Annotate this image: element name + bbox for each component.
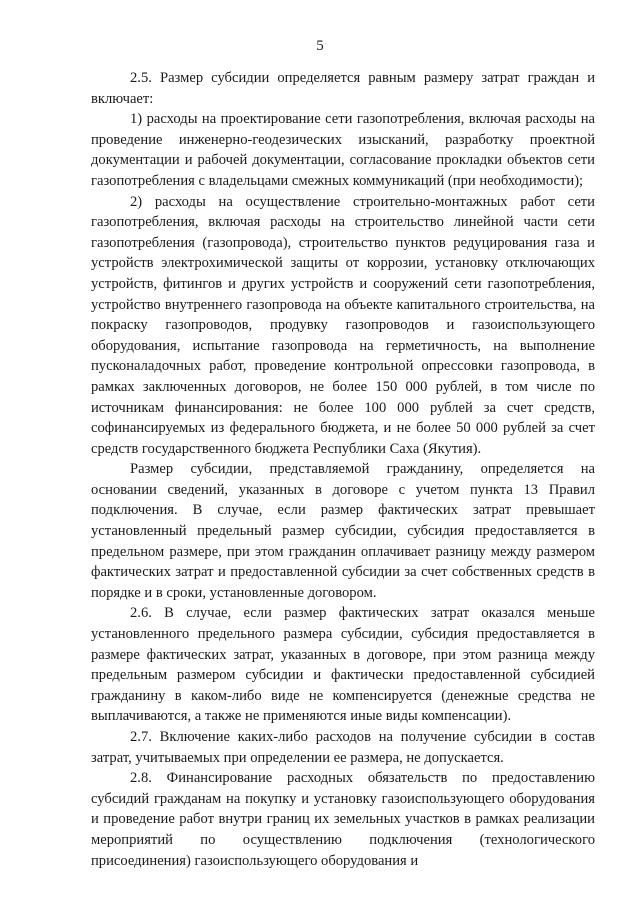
- paragraph-2-8: 2.8. Финансирование расходных обязательств по предоставлению субсидий гражданам на покупку и установку газоиспользующего оборудования и проведение работ внутри границ их земельных участков в рамках реализации мероприятий по осуществлению подключения (технологического присоединения) газоиспользующего оборудования и: [91, 770, 595, 869]
- paragraph-2-6: 2.6. В случае, если размер фактических затрат оказался меньше установленного предельного размера субсидии, субсидия предоставляется в размере фактических затрат, указанных в договоре, при этом разница между предельным размером субсидии и фактически предоставленной субсидией гражданину в каком-либо виде не компенсируется (денежные средства не выплачиваются, а также не применяются иные виды компенсации).: [91, 605, 595, 725]
- paragraph-2-7: 2.7. Включение каких-либо расходов на получение субсидии в состав затрат, учитываемых при определении ее размера, не допускается.: [91, 729, 595, 766]
- paragraph-2-5: 2.5. Размер субсидии определяется равным размеру затрат граждан и включает:: [91, 70, 595, 107]
- page-number: 5: [316, 38, 324, 54]
- paragraph-item-1: 1) расходы на проектирование сети газопотребления, включая расходы на проведение инженерно-геодезических изысканий, разработку проектной документации и рабочей документации, согласование прокладки объектов сети газопотребления с владельцами смежных коммуникаций (при необходимости);: [91, 111, 595, 189]
- document-body: [91, 68, 595, 871]
- paragraph-item-2: 2) расходы на осуществление строительно-монтажных работ сети газопотребления, включая расходы на строительство линейной части сети газопотребления (газопровода), строительство пунктов редуцирования газа и устройств электрохимической защиты от коррозии, установку отключающих устройств, фитингов и других устройств и сооружений сети газопотребления, устройство внутреннего газопровода на объекте капитального строительства, на покраску газопроводов, продувку газопроводов и газоиспользующего оборудования, испытание газопровода на герметичность, на выполнение пусконаладочных работ, проведение контрольной опрессовки газопровода, в рамках заключенных договоров, не более 150 000 рублей, в том числе по источникам финансирования: не более 100 000 рублей за счет средств, софинансируемых из федерального бюджета, и не более 50 000 рублей за счет средств государственного бюджета Республики Саха (Якутия).: [91, 193, 595, 457]
- paragraph-subsidy-size: Размер субсидии, представляемой гражданину, определяется на основании сведений, указанных в договоре с учетом пункта 13 Правил подключения. В случае, если размер фактических затрат превышает установленный предельный размер субсидии, субсидия предоставляется в предельном размере, при этом гражданин оплачивает разницу между размером фактических затрат и предоставленной субсидии за счет собственных средств в порядке и в сроки, установленные договором.: [91, 461, 595, 601]
